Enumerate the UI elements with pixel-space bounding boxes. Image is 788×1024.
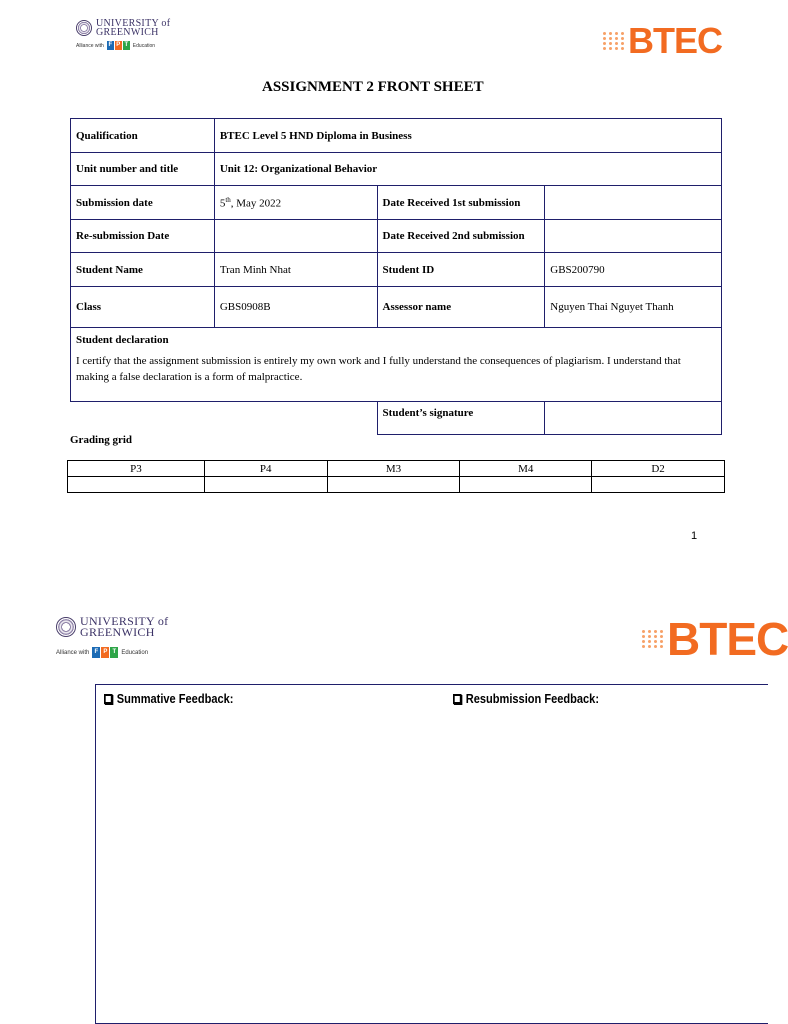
logo-greenwich-text: GREENWICH	[96, 27, 159, 38]
student-id-label: Student ID	[377, 253, 545, 287]
qualification-value: BTEC Level 5 HND Diploma in Business	[214, 119, 721, 153]
greenwich-logo	[56, 616, 168, 658]
signature-spacer	[71, 402, 378, 435]
fpt-letter: F	[108, 42, 113, 48]
grade-cell[interactable]	[592, 477, 725, 493]
btec-dots-icon	[603, 32, 625, 50]
table-row	[71, 153, 722, 186]
submission-date-label: Submission date	[71, 186, 215, 220]
received1-value	[545, 186, 722, 220]
resubmission-date-value	[214, 220, 377, 253]
greenwich-logo	[76, 19, 170, 50]
grade-m3: M3	[327, 461, 460, 477]
greenwich-crest-icon	[56, 617, 76, 637]
fpt-letter: P	[116, 42, 121, 48]
class-label: Class	[71, 287, 215, 328]
page-number: 1	[691, 530, 698, 542]
grading-value-row	[68, 477, 725, 493]
fpt-logo-icon	[107, 41, 130, 50]
front-sheet-table	[70, 118, 722, 435]
logo-alliance-text: Alliance with	[56, 649, 90, 656]
table-row	[71, 287, 722, 328]
table-row	[71, 402, 722, 435]
btec-logo-text: BTEC	[667, 613, 788, 665]
btec-logo-text: BTEC	[628, 20, 722, 61]
logo-education-text: Education	[121, 649, 149, 656]
fpt-logo-icon	[92, 647, 118, 658]
summative-feedback-heading	[104, 691, 233, 706]
table-row	[71, 253, 722, 287]
table-row	[71, 186, 722, 220]
btec-logo	[603, 21, 722, 61]
submission-date-value	[214, 186, 377, 220]
grade-m4: M4	[460, 461, 592, 477]
student-id-value: GBS200790	[545, 253, 722, 287]
grade-d2: D2	[592, 461, 725, 477]
btec-dots-icon	[642, 630, 664, 648]
grade-cell[interactable]	[327, 477, 460, 493]
logo-university-text: UNIVERSITY of	[80, 614, 169, 628]
grade-cell[interactable]	[68, 477, 205, 493]
submission-month-year: , May 2022	[230, 197, 282, 210]
received2-value	[545, 220, 722, 253]
fpt-letter: F	[92, 647, 100, 658]
qualification-label: Qualification	[71, 119, 215, 153]
unit-value: Unit 12: Organizational Behavior	[214, 153, 721, 186]
logo-greenwich-text: GREENWICH	[80, 625, 155, 639]
student-name-label: Student Name	[71, 253, 215, 287]
logo-education-text: Education	[132, 42, 156, 49]
resubmission-feedback-label: Resubmission Feedback:	[465, 691, 600, 706]
grading-header-row	[68, 461, 725, 477]
signature-box[interactable]	[545, 402, 722, 435]
checkbox-icon[interactable]	[104, 694, 113, 704]
submission-day: 5	[219, 197, 226, 210]
fpt-letter: T	[124, 42, 129, 48]
declaration-text: I certify that the assignment submission is entirely my own work and I fully understand the consequences of plagiarism. I understand that making a false declaration is a form of malpractice.	[76, 355, 681, 383]
resubmission-feedback-heading	[453, 691, 599, 706]
signature-label: Student’s signature	[377, 402, 545, 435]
grading-grid	[67, 460, 725, 493]
unit-label: Unit number and title	[71, 153, 215, 186]
resubmission-date-label: Re-submission Date	[71, 220, 215, 253]
grade-cell[interactable]	[460, 477, 592, 493]
grading-grid-label: Grading grid	[70, 434, 133, 446]
checkbox-icon[interactable]	[453, 694, 462, 704]
fpt-letter: T	[110, 647, 118, 658]
class-value: GBS0908B	[214, 287, 377, 328]
btec-logo	[642, 613, 788, 665]
greenwich-crest-icon	[76, 20, 92, 36]
declaration-label: Student declaration	[76, 334, 169, 346]
submission-day-suffix: th	[225, 195, 231, 204]
grade-p3: P3	[68, 461, 205, 477]
table-row	[71, 119, 722, 153]
assessor-value: Nguyen Thai Nguyet Thanh	[545, 287, 722, 328]
logo-university-text: UNIVERSITY of	[96, 18, 171, 29]
grade-p4: P4	[204, 461, 327, 477]
fpt-letter: P	[101, 647, 109, 658]
table-row	[71, 220, 722, 253]
assessor-label: Assessor name	[377, 287, 545, 328]
grade-cell[interactable]	[204, 477, 327, 493]
received1-label: Date Received 1st submission	[377, 186, 545, 220]
declaration-cell	[71, 328, 722, 402]
feedback-box	[95, 684, 768, 1024]
summative-feedback-label: Summative Feedback:	[116, 691, 234, 706]
logo-alliance-text: Alliance with	[76, 42, 104, 49]
table-row	[71, 328, 722, 402]
received2-label: Date Received 2nd submission	[377, 220, 545, 253]
page-title: ASSIGNMENT 2 FRONT SHEET	[262, 79, 484, 95]
student-name-value: Tran Minh Nhat	[214, 253, 377, 287]
